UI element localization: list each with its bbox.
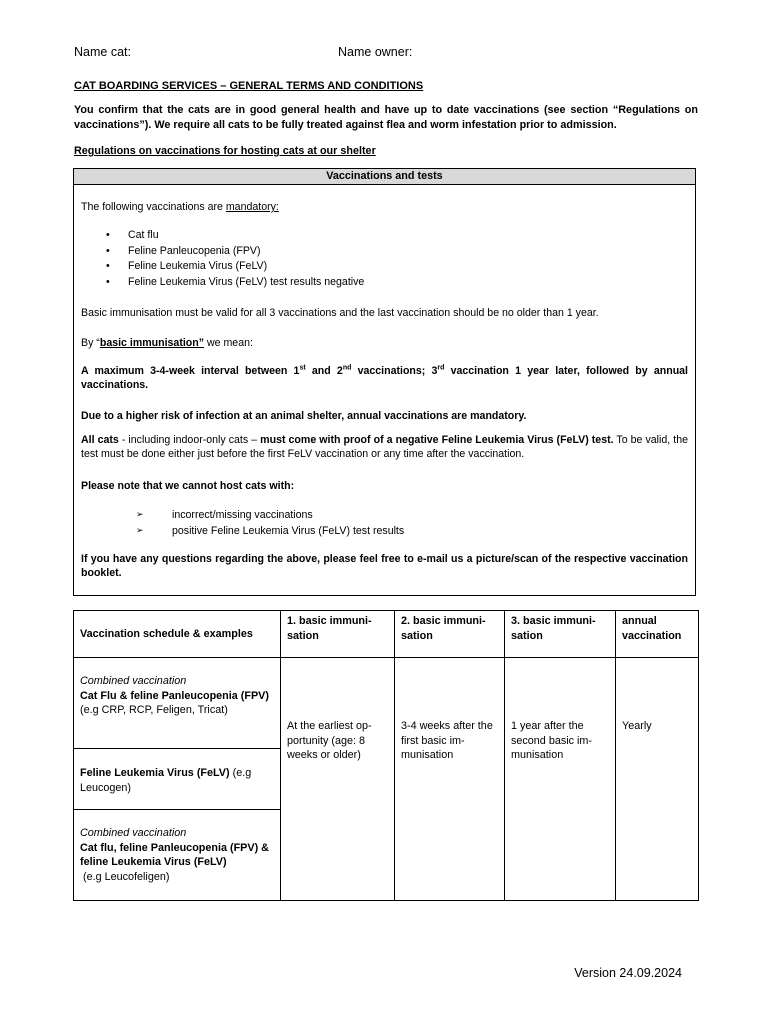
list-item (104, 259, 364, 275)
table-header-row (74, 611, 699, 658)
basic-validity-text: Basic immunisation must be valid for all 3 vaccinations and the last vaccination should be no older than 1 year. (81, 307, 599, 319)
header-annual: annual vaccination (616, 611, 699, 658)
table-row (74, 658, 699, 749)
list-item-text: Feline Leukemia Virus (FeLV) test results negative (128, 275, 365, 288)
interval-c: vaccinations; 3 (351, 365, 438, 377)
shelter-risk-text: Due to a higher risk of infection at an animal shelter, annual vaccinations are mandatory. (81, 410, 527, 422)
mandatory-list (104, 228, 364, 290)
intro-paragraph: You confirm that the cats are in good general health and have up to date vaccinations (see section “Regulations on vaccinations”). We require all cats to be fully treated against flea and worm infestation prior to admission. (74, 104, 698, 131)
header-third-basic: 3. basic immuni-sation (505, 611, 616, 658)
arrow-icon: ➢ (136, 509, 144, 519)
interval-sup-2: nd (342, 364, 352, 372)
interval-text (81, 364, 688, 393)
header-first-basic: 1. basic immuni-sation (281, 611, 395, 658)
bullet-icon: • (106, 229, 110, 241)
arrow-icon: ➢ (136, 524, 144, 535)
list-item (136, 524, 404, 540)
all-cats-text (81, 433, 688, 462)
vaccinations-box-heading: Vaccinations and tests (74, 169, 695, 185)
interval-sup-1: st (299, 364, 306, 372)
list-item-text: Cat flu (128, 229, 159, 241)
row-name: Cat flu, feline Panleucopenia (FPV) & feline Leukemia Virus (FeLV) (80, 841, 269, 869)
version-label: Version 24.09.2024 (574, 966, 682, 980)
mandatory-prefix: The following vaccinations are (81, 201, 226, 213)
name-cat-label: Name cat: (74, 45, 131, 59)
regulations-title: Regulations on vaccinations for hosting cats at our shelter (74, 145, 376, 157)
cannot-host-text: Please note that we cannot host cats with: (81, 480, 295, 492)
schedule-cell (74, 749, 281, 810)
first-basic-cell: At the earliest op-portunity (age: 8 weeks or older) (281, 658, 395, 901)
row-examples: (e.g Leucofeligen) (80, 871, 170, 884)
mandatory-word: mandatory: (225, 201, 279, 213)
all-cats-d: To be valid, the test must be done either just before the first FeLV vaccination or any time after the vaccination. (81, 434, 688, 461)
interval-sup-3: rd (437, 364, 445, 372)
list-item (104, 275, 364, 291)
by-prefix: By “ (81, 337, 100, 349)
all-cats-b: - including indoor-only cats – (118, 434, 261, 446)
second-basic-cell: 3-4 weeks after the first basic im-munisation (395, 658, 505, 901)
list-item-text: positive Feline Leukemia Virus (FeLV) test results (172, 524, 405, 537)
interval-a: A maximum 3-4-week interval between 1 (81, 365, 300, 377)
vaccination-schedule-table (73, 610, 699, 901)
basic-immunisation-definition (81, 336, 688, 350)
name-owner-label: Name owner: (338, 45, 413, 59)
list-item-text: Feline Leukemia Virus (FeLV) (128, 260, 268, 272)
document-title: CAT BOARDING SERVICES – GENERAL TERMS AND CONDITIONS (74, 80, 424, 92)
row-kind: Combined vaccination (80, 675, 187, 687)
mandatory-intro (81, 200, 688, 214)
vaccinations-box (73, 168, 696, 596)
schedule-cell (74, 658, 281, 749)
interval-b: and 2 (305, 365, 343, 377)
by-suffix: we mean: (204, 337, 253, 349)
interval-d: vaccination 1 year later, followed by annual vaccinations. (81, 365, 689, 392)
row-name: Cat Flu & feline Panleucopenia (FPV) (80, 689, 269, 702)
basic-immunisation-term: basic immunisation” (99, 337, 205, 349)
schedule-cell (74, 810, 281, 901)
list-item-text: incorrect/missing vaccinations (172, 509, 313, 521)
row-kind: Combined vaccination (80, 827, 187, 839)
questions-text: If you have any questions regarding the above, please feel free to e-mail us a picture/scan of the respective vaccination booklet. (81, 553, 688, 580)
header-second-basic: 2. basic immuni-sation (395, 611, 505, 658)
list-item (136, 508, 404, 524)
cannot-host-list (136, 508, 404, 539)
all-cats-a: All cats (81, 434, 119, 446)
row-examples: (e.g Leucogen) (80, 767, 252, 794)
header-schedule: Vaccination schedule & examples (74, 611, 281, 658)
all-cats-c: must come with proof of a negative Feline Leukemia Virus (FeLV) test. (260, 434, 614, 446)
annual-cell: Yearly (616, 658, 699, 901)
row-examples: (e.g CRP, RCP, Feligen, Tricat) (80, 704, 228, 717)
bullet-icon: • (106, 244, 110, 257)
third-basic-cell: 1 year after the second basic im-munisation (505, 658, 616, 901)
bullet-icon: • (106, 275, 110, 288)
list-item (104, 244, 364, 260)
list-item-text: Feline Panleucopenia (FPV) (128, 244, 261, 257)
bullet-icon: • (106, 260, 110, 272)
list-item (104, 228, 364, 244)
row-name: Feline Leukemia Virus (FeLV) (80, 767, 230, 779)
